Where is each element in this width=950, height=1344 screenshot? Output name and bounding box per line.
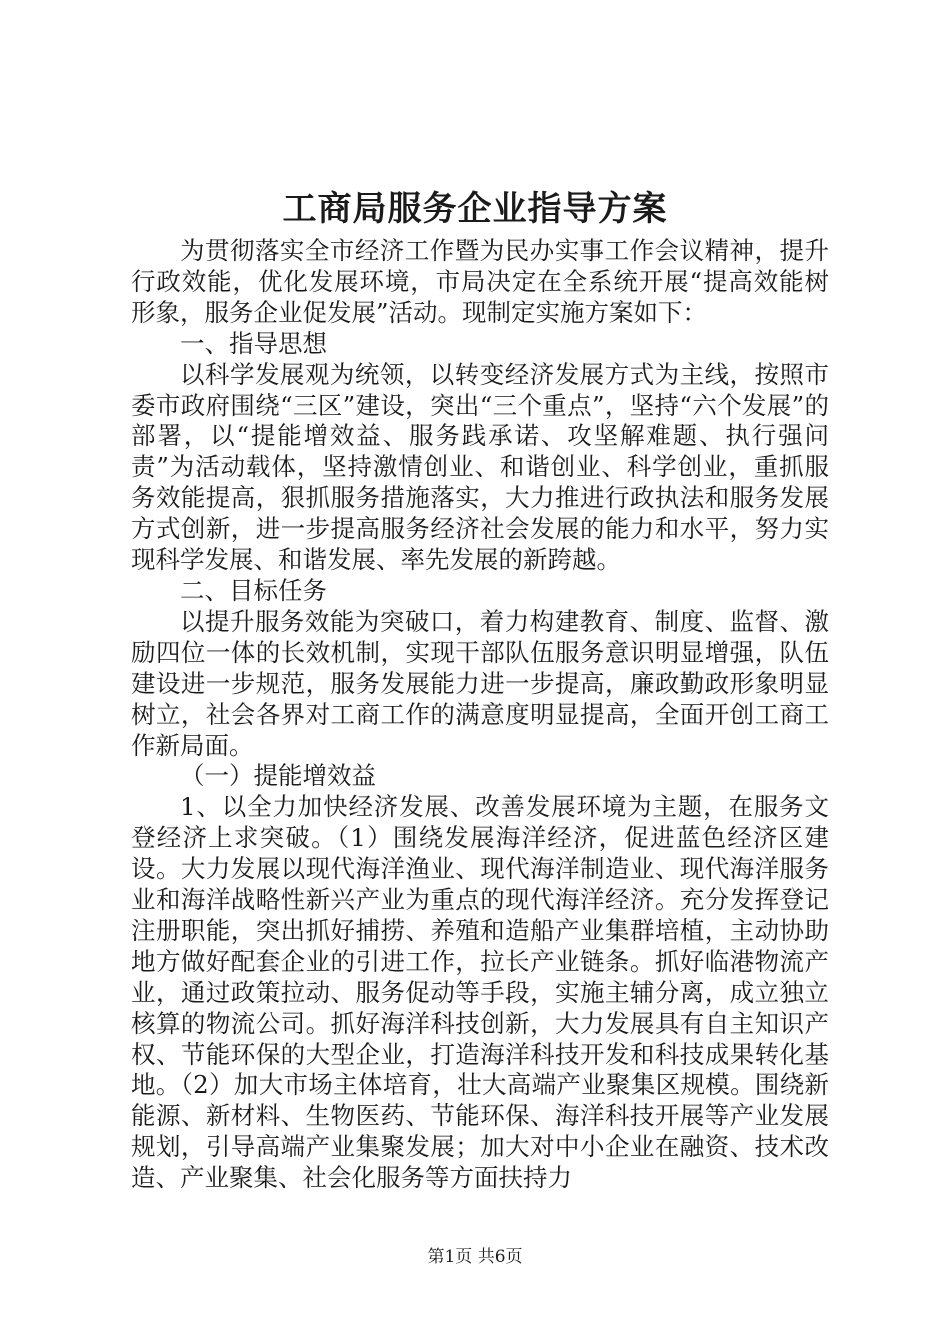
- efficiency-paragraph: 1、以全力加快经济发展、改善发展环境为主题，在服务文登经济上求突破。（1）围绕发展海洋经济，促进蓝色经济区建设。大力发展以现代海洋渔业、现代海洋制造业、现代海洋服务业和海洋战略性新兴产业为重点的现代海洋经济。充分发挥登记注册职能，突出抓好捕捞、养殖和造船产业集群培植，主动协助地方做好配套企业的引进工作，拉长产业链条。抓好临港物流产业，通过政策拉动、服务促动等手段，实施主辅分离，成立独立核算的物流公司。抓好海洋科技创新，大力发展具有自主知识产权、节能环保的大型企业，打造海洋科技开发和科技成果转化基地。（2）加大市场主体培育，壮大高端产业聚集区规模。围绕新能源、新材料、生物医药、节能环保、海洋科技开展等产业发展规划，引导高端产业集聚发展；加大对中小企业在融资、技术改造、产业聚集、社会化服务等方面扶持力: [131, 792, 829, 1193]
- subsection-heading-efficiency: （一）提能增效益: [180, 761, 376, 791]
- document-title: 工商局服务企业指导方案: [282, 189, 668, 229]
- section-heading-guiding-thought: 一、指导思想: [180, 328, 327, 358]
- intro-paragraph: 为贯彻落实全市经济工作暨为民办实事工作会议精神，提升行政效能，优化发展环境，市局决定在全系统开展“提高效能树形象，服务企业促发展”活动。现制定实施方案如下：: [131, 236, 829, 327]
- section-heading-objectives: 二、目标任务: [180, 575, 327, 605]
- page-footer: 第1页 共6页: [427, 1247, 523, 1267]
- guiding-thought-paragraph: 以科学发展观为统领，以转变经济发展方式为主线，按照市委市政府围绕“三区”建设，突出“三个重点”，坚持“六个发展”的部署，以“提能增效益、服务践承诺、攻坚解难题、执行强问责”为活动载体，坚持激情创业、和谐创业、科学创业，重抓服务效能提高，狠抓服务措施落实，大力推进行政执法和服务发展方式创新，进一步提高服务经济社会发展的能力和水平，努力实现科学发展、和谐发展、率先发展的新跨越。: [131, 359, 829, 575]
- document-body: [131, 236, 829, 1194]
- objectives-paragraph: 以提升服务效能为突破口，着力构建教育、制度、监督、激励四位一体的长效机制，实现干部队伍服务意识明显增强，队伍建设进一步规范，服务发展能力进一步提高，廉政勤政形象明显树立，社会各界对工商工作的满意度明显提高，全面开创工商工作新局面。: [131, 606, 829, 760]
